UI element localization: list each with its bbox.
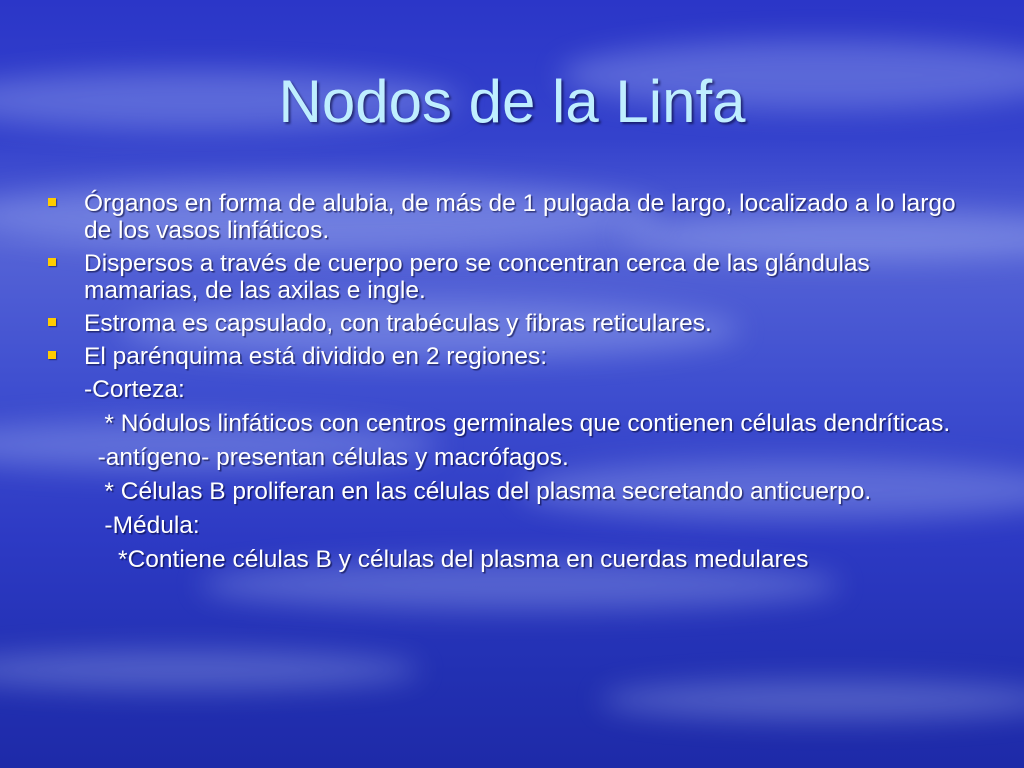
bullet-text: Dispersos a través de cuerpo pero se concentran cerca de las glándulas mamarias, de las axilas e ingle. (84, 250, 870, 304)
sub-line: -antígeno- presentan células y macrófagos. (84, 444, 569, 471)
sub-line: * Nódulos linfáticos con centros germinales que contienen células dendríticas. (84, 410, 951, 437)
bullet-text: Estroma es capsulado, con trabéculas y fibras reticulares. (84, 310, 712, 337)
bullet-text: Órganos en forma de alubia, de más de 1 pulgada de largo, localizado a lo largo de los vasos linfáticos. (84, 190, 956, 244)
slide-content (44, 190, 984, 580)
bullet-item (44, 190, 984, 244)
square-bullet-icon (48, 318, 56, 326)
sub-line: *Contiene células B y células del plasma en cuerdas medulares (84, 546, 809, 573)
bullet-item (44, 343, 984, 370)
sub-line: * Células B proliferan en las células del plasma secretando anticuerpo. (84, 478, 872, 505)
square-bullet-icon (48, 198, 56, 206)
square-bullet-icon (48, 351, 56, 359)
slide-title: Nodos de la Linfa (278, 68, 746, 135)
bullet-text: El parénquima está dividido en 2 regiones: (84, 343, 548, 370)
cloud-streak (0, 650, 420, 690)
bullet-item (44, 250, 984, 304)
sub-line: -Médula: (84, 512, 200, 539)
bullet-item (44, 310, 984, 337)
square-bullet-icon (48, 258, 56, 266)
cloud-streak (600, 680, 1024, 720)
sub-line: -Corteza: (84, 376, 185, 403)
